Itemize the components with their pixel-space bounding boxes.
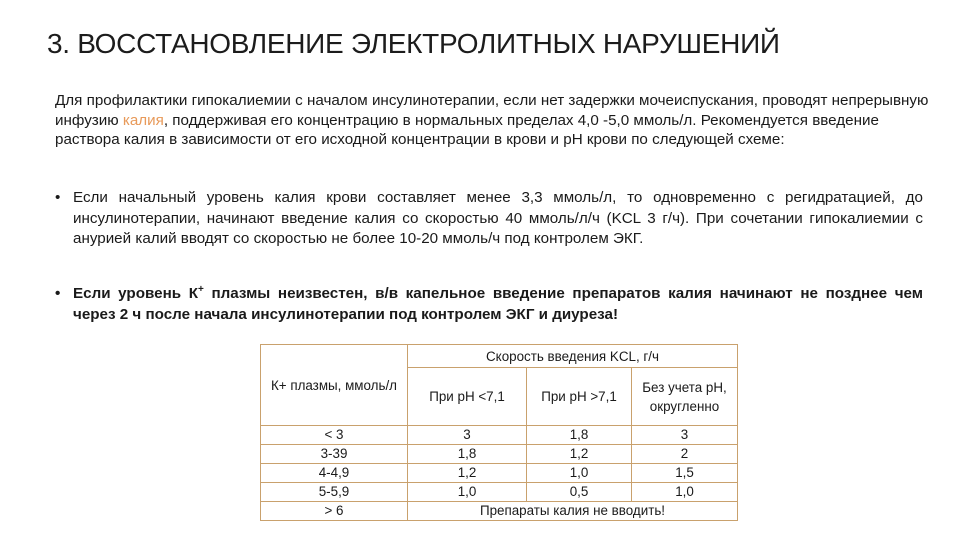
cell-rounded: 3 <box>632 426 738 445</box>
table-header-row <box>261 345 738 368</box>
bullet-unknown-potassium <box>55 284 923 325</box>
cell-k: > 6 <box>261 502 408 521</box>
cell-rounded: 1,5 <box>632 464 738 483</box>
subheader-ph-low: При рН <7,1 <box>408 368 527 426</box>
bullet-text-before: Если уровень К <box>73 285 198 302</box>
superscript-plus: + <box>197 283 204 295</box>
table-row-last <box>261 502 738 521</box>
cell-ph-high: 1,0 <box>527 464 632 483</box>
header-rate: Скорость введения KCL, г/ч <box>408 345 738 368</box>
cell-ph-low: 1,8 <box>408 445 527 464</box>
table-row <box>261 426 738 445</box>
cell-k: 3-39 <box>261 445 408 464</box>
subheader-rounded: Без учета рН, округленно <box>632 368 738 426</box>
subheader-ph-high: При рН >7,1 <box>527 368 632 426</box>
bullet-text: Если начальный уровень калия крови составляет менее 3,3 ммоль/л, то одновременно с регидратацией, до инсулинотерапии, начинают введение калия со скоростью 40 ммоль/л/ч (KCL 3 г/ч). При сочетании гипокалиемии с анурией калий вводят со скоростью не более 10-20 ммоль/ч под контролем ЭКГ. <box>73 189 923 247</box>
header-k-plasma: К+ плазмы, ммоль/л <box>261 345 408 426</box>
cell-ph-high: 0,5 <box>527 483 632 502</box>
intro-highlight-potassium: калия <box>122 111 164 129</box>
intro-paragraph <box>55 91 935 150</box>
cell-k: 5-5,9 <box>261 483 408 502</box>
bullet-low-potassium <box>55 188 923 250</box>
table-row <box>261 464 738 483</box>
cell-rounded: 2 <box>632 445 738 464</box>
intro-text-2: , поддерживая его концентрацию в нормальных пределах 4,0 -5,0 ммоль/л. Рекомендуется введение раствора калия в зависимости от его исходной концентрации в крови и рН крови по следующей схеме: <box>55 111 879 148</box>
cell-rounded: 1,0 <box>632 483 738 502</box>
intro-text-1: Для профилактики гипокалиемии с началом инсулинотерапии, если нет задержки мочеиспускания, проводят непрерывную инфузию <box>55 92 929 129</box>
slide-title: 3. ВОССТАНОВЛЕНИЕ ЭЛЕКТРОЛИТНЫХ НАРУШЕНИЙ <box>47 28 780 59</box>
cell-k: < 3 <box>261 426 408 445</box>
cell-k: 4-4,9 <box>261 464 408 483</box>
cell-ph-high: 1,2 <box>527 445 632 464</box>
cell-ph-high: 1,8 <box>527 426 632 445</box>
kcl-dosing-table <box>260 344 738 521</box>
bullet-icon: • <box>55 189 61 206</box>
cell-ph-low: 1,2 <box>408 464 527 483</box>
cell-ph-low: 1,0 <box>408 483 527 502</box>
bullet-icon: • <box>55 285 61 302</box>
table-row <box>261 445 738 464</box>
cell-ph-low: 3 <box>408 426 527 445</box>
cell-note: Препараты калия не вводить! <box>408 502 738 521</box>
table-row <box>261 483 738 502</box>
bullet-text-after: плазмы неизвестен, в/в капельное введение препаратов калия начинают не позднее чем через 2 ч после начала инсулинотерапии под контролем ЭКГ и диуреза! <box>73 285 923 323</box>
